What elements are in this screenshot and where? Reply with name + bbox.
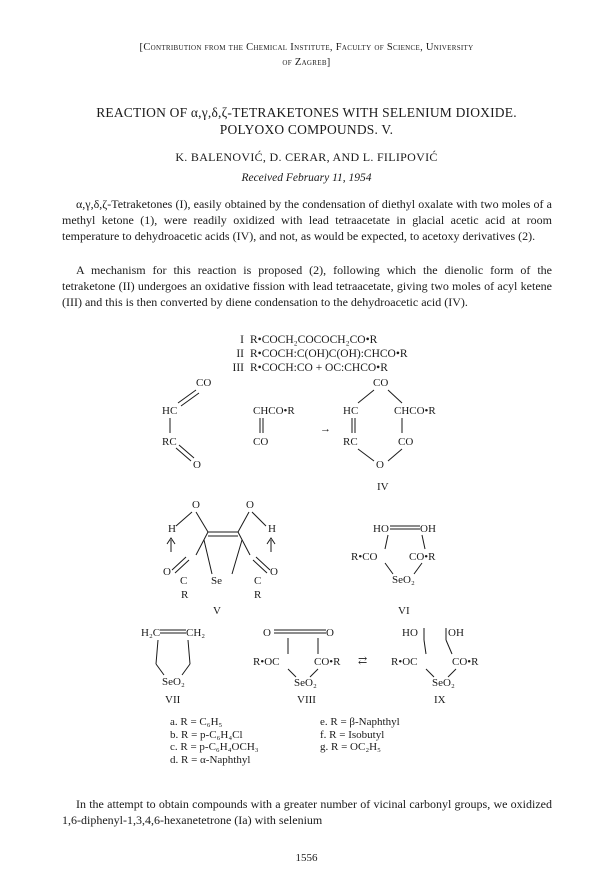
atom-label: O: [263, 627, 271, 639]
atom-label: HC: [343, 405, 359, 417]
structure-v: [163, 499, 278, 617]
contribution-line-1: [Contribution from the Chemical Institute, Faculty of Science, University: [139, 42, 474, 53]
bond: [156, 640, 158, 664]
legend-item: b. R = p-C₆H₄Cl: [170, 728, 243, 741]
atom-label: CO: [253, 436, 269, 448]
bond: [188, 640, 190, 664]
atom-label: R•OC: [391, 656, 418, 668]
bond: [196, 512, 208, 532]
atom-label: R•OC: [253, 656, 280, 668]
atom-label: HO: [402, 627, 418, 639]
authors: K. BALENOVIĆ, D. CERAR, AND L. FILIPOVIĆ: [175, 150, 438, 164]
page-number: 1556: [295, 852, 318, 864]
atom-label: R: [254, 589, 262, 601]
atom-label: SeO₂: [392, 574, 415, 586]
compound-label-vi: VI: [398, 605, 410, 617]
atom-label: RC: [343, 436, 358, 448]
structure-iv: [343, 377, 436, 493]
paragraph-1: α,γ,δ,ζ-Tetraketones (I), easily obtained by the condensation of diethyl oxalate with two moles of a methyl ketone (1), were readily oxidized with lead tetraacetate in glacial acetic acid at room temperature to dehydroacetic acids (IV), and not, as would be expected, to acetoxy derivatives (2).: [62, 197, 552, 243]
bond: [448, 669, 456, 677]
atom-label: O: [246, 499, 254, 511]
legend-item: g. R = OC₂H₅: [320, 741, 381, 753]
atom-label: CHCO•R: [394, 405, 436, 417]
bond: [426, 669, 434, 677]
structure-ix: [391, 627, 479, 706]
structure-viii: [253, 627, 341, 706]
bond: [414, 563, 422, 574]
atom-label: Se: [211, 575, 222, 587]
formula-text: R•COCH:CO + OC:CHCO•R: [250, 362, 388, 374]
atom-label: OH: [448, 627, 464, 639]
atom-label: CH₂: [186, 627, 206, 639]
atom-label: R•CO: [351, 551, 378, 563]
bond: [204, 540, 212, 574]
atom-label: HC: [162, 405, 178, 417]
bond: [238, 532, 250, 555]
atom-label: R: [181, 589, 189, 601]
compound-label-ix: IX: [434, 694, 446, 706]
legend-column-left: [170, 716, 259, 766]
compound-label-vii: VII: [165, 694, 181, 706]
bond: [256, 557, 270, 570]
bond: [310, 669, 318, 677]
atom-label: CHCO•R: [253, 405, 295, 417]
legend-column-right: [320, 716, 400, 754]
atom-label: RC: [162, 436, 177, 448]
bond: [196, 532, 208, 555]
atom-label: SeO₂: [294, 677, 317, 689]
atom-label: O: [163, 566, 171, 578]
structure-vi: [351, 523, 436, 617]
formula-number: I: [240, 334, 244, 346]
bond: [175, 560, 189, 573]
bond: [288, 669, 296, 677]
compound-label-iv: IV: [377, 481, 389, 493]
atom-label: H: [268, 523, 276, 535]
formula-number: II: [236, 348, 244, 360]
atom-label: CO•R: [409, 551, 436, 563]
bond: [176, 512, 192, 526]
ketene-right-structure: [253, 405, 295, 448]
legend-item: d. R = α-Naphthyl: [170, 753, 251, 766]
contribution-line-2: of Zagreb]: [282, 57, 331, 68]
bond: [385, 563, 393, 574]
atom-label: HO: [373, 523, 389, 535]
bond: [156, 664, 164, 675]
bond: [358, 390, 374, 403]
legend-item: f. R = Isobutyl: [320, 728, 385, 741]
atom-label: SeO₂: [162, 676, 185, 688]
paragraph-2: A mechanism for this reaction is proposed (2), following which the dienolic form of the tetraketone (II) undergoes an oxidative fission with lead tetraacetate, giving two moles of acyl ketene (III) and this is then converted by diene condensation to the dehydroacetic acid (IV).: [62, 263, 552, 309]
bond: [446, 640, 452, 654]
paragraph-3: In the attempt to obtain compounds with a greater number of vicinal carbonyl groups, we oxidized 1,6-diphenyl-1,3,4,6-hexanetetrone (Ia) with selenium: [62, 797, 552, 827]
title-line-1: REACTION OF α,γ,δ,ζ-TETRAKETONES WITH SELENIUM DIOXIDE.: [96, 105, 517, 120]
atom-label: O: [193, 459, 201, 471]
atom-label: CO: [373, 377, 389, 389]
equilibrium-arrow: ⇄: [358, 655, 368, 667]
atom-label: C: [180, 575, 188, 587]
bond: [253, 560, 267, 573]
bond: [424, 640, 426, 654]
bond: [182, 664, 190, 675]
bond: [358, 449, 374, 461]
structure-vii: [141, 627, 205, 706]
bond: [179, 445, 194, 458]
atom-label: O: [192, 499, 200, 511]
atom-label: SeO₂: [432, 677, 455, 689]
atom-label: H: [168, 523, 176, 535]
bond: [385, 535, 388, 549]
ketene-left-structure: [162, 377, 211, 471]
atom-label: OH: [420, 523, 436, 535]
bond: [252, 512, 266, 526]
bond: [388, 390, 402, 403]
legend-item: e. R = β-Naphthyl: [320, 716, 400, 728]
legend-item: c. R = p-C₆H₄OCH₃: [170, 741, 259, 753]
formula-text: R•COCH:C(OH)C(OH):CHCO•R: [250, 348, 408, 360]
reaction-arrow: →: [320, 423, 331, 435]
received-date: Received February 11, 1954: [241, 172, 372, 184]
atom-label: C: [254, 575, 262, 587]
atom-label: CO: [196, 377, 212, 389]
atom-label: CO•R: [314, 656, 341, 668]
bond: [388, 449, 402, 461]
bond: [422, 535, 425, 549]
atom-label: CO•R: [452, 656, 479, 668]
atom-label: O: [326, 627, 334, 639]
bond: [176, 448, 191, 461]
compound-label-viii: VIII: [297, 694, 316, 706]
bond: [172, 557, 186, 570]
formula-text: R•COCH₂COCOCH₂CO•R: [250, 334, 378, 346]
legend-item: a. R = C₆H₅: [170, 716, 223, 728]
compound-label-v: V: [213, 605, 221, 617]
title-line-2: POLYOXO COMPOUNDS. V.: [219, 122, 394, 137]
formula-number: III: [232, 362, 244, 374]
bond: [238, 512, 249, 532]
atom-label: H₂C: [141, 627, 161, 639]
atom-label: O: [270, 566, 278, 578]
atom-label: O: [376, 459, 384, 471]
bond: [232, 540, 242, 574]
atom-label: CO: [398, 436, 414, 448]
